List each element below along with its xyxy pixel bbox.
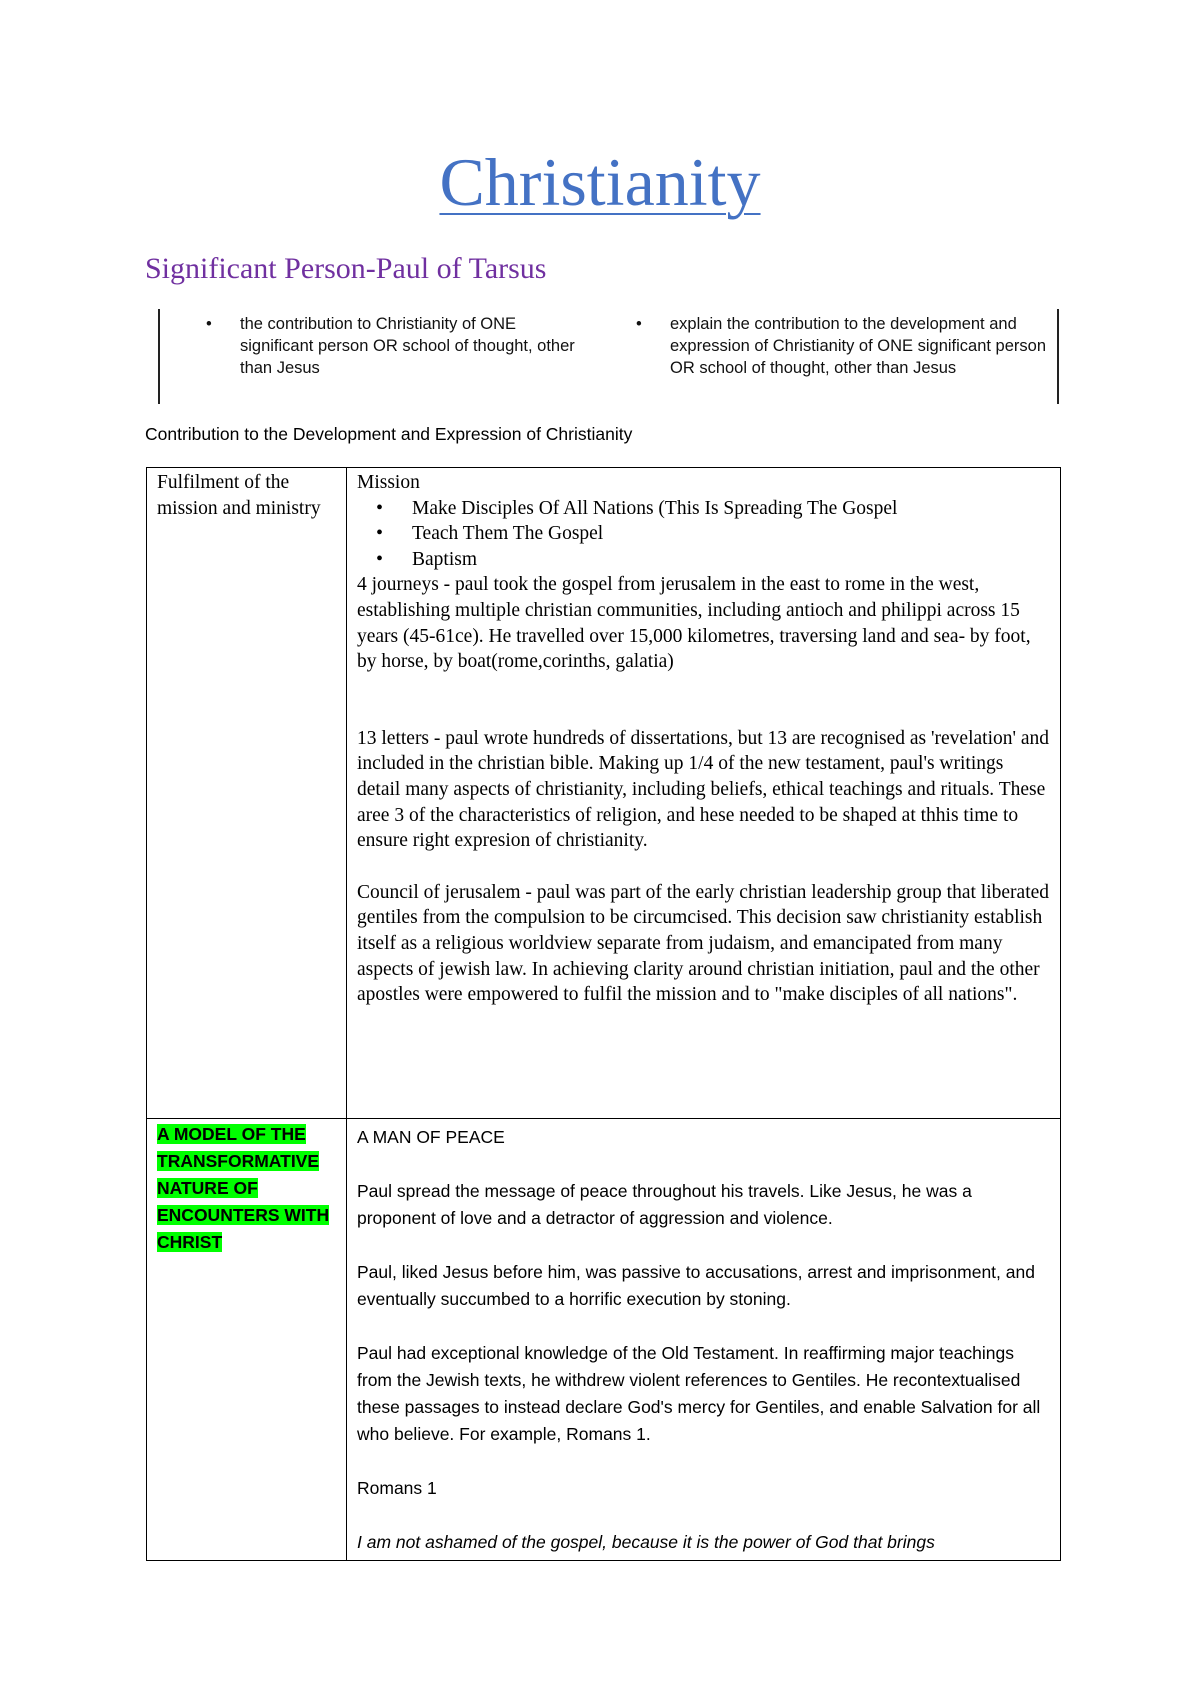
section-heading: Contribution to the Development and Expression of Christianity <box>145 424 633 444</box>
list-item: • Make Disciples Of All Nations (This Is Spreading The Gospel <box>412 496 1050 522</box>
letters-paragraph: 13 letters - paul wrote hundreds of dissertations, but 13 are recognised as 'revelation' and included in the christian bible. Making up 1/4 of the new testament, paul's writings detail many aspects of christianity, including beliefs, ethical teachings and rituals. These aree 3 of the characteristics of religion, and hese needed to be shaped at thhis time to ensure right expresion of christianity. <box>357 727 1050 852</box>
romans-heading: Romans 1 <box>357 1478 437 1498</box>
row-label: Fulfilment of the mission and ministry <box>157 472 321 519</box>
council-paragraph: Council of jerusalem - paul was part of the early christian leadership group that liberated gentiles from the compulsion to be circumcised. This decision saw christianity establish itself as a religious worldview separate from judaism, and emancipated from many aspects of jewish law. In achieving clarity around christian initiation, paul and the other apostles were empowered to fulfil the mission and to "make disciples of all nations". <box>357 881 1050 1006</box>
outcome-item <box>636 313 1050 379</box>
contribution-table <box>146 467 1061 1561</box>
highlighted-row-label: A MODEL OF THE TRANSFORMATIVE NATURE OF ENCOUNTERS WITH CHRIST <box>157 1124 330 1252</box>
peace-heading: A MAN OF PEACE <box>357 1127 505 1147</box>
romans-quote: I am not ashamed of the gospel, because it is the power of God that brings <box>357 1532 935 1552</box>
page-subtitle: Significant Person-Paul of Tarsus <box>145 252 547 285</box>
list-item: • Teach Them The Gospel <box>412 521 1050 547</box>
row-content-cell <box>347 468 1061 1119</box>
journeys-paragraph: 4 journeys - paul took the gospel from jerusalem in the east to rome in the west, establishing multiple christian communities, including antioch and philippi across 15 years (45-61ce). He travelled over 15,000 kilometres, traversing land and sea- by foot, by horse, by boat(rome,corinths, galatia) <box>357 574 1031 673</box>
peace-paragraph: Paul spread the message of peace throughout his travels. Like Jesus, he was a proponent of love and a detractor of aggression and violence. <box>357 1181 972 1228</box>
bullet-icon: • <box>636 315 642 333</box>
passive-paragraph: Paul, liked Jesus before him, was passive to accusations, arrest and imprisonment, and eventually succumbed to a horrific execution by stoning. <box>357 1262 1035 1309</box>
row-label-cell <box>147 1119 347 1561</box>
outcome-text: explain the contribution to the development and expression of Christianity of ONE significant person OR school of thought, other than Jesus <box>670 315 1047 377</box>
table-row <box>147 468 1061 1119</box>
old-testament-paragraph: Paul had exceptional knowledge of the Old Testament. In reaffirming major teachings from the Jewish texts, he withdrew violent references to Gentiles. He recontextualised these passages to instead declare God's mercy for Gentiles, and enable Salvation for all who believe. For example, Romans 1. <box>357 1343 1041 1444</box>
mission-list <box>357 496 1050 573</box>
syllabus-outcomes-box <box>158 309 1059 404</box>
table-row <box>147 1119 1061 1561</box>
mission-heading: Mission <box>357 472 420 493</box>
page-title: Christianity <box>439 144 761 220</box>
row-content-cell <box>347 1119 1061 1561</box>
list-item: • Baptism <box>412 547 1050 573</box>
outcome-item <box>206 313 590 379</box>
bullet-icon: • <box>206 315 212 333</box>
row-label-cell <box>147 468 347 1119</box>
outcome-text: the contribution to Christianity of ONE significant person OR school of thought, other than Jesus <box>240 315 575 377</box>
